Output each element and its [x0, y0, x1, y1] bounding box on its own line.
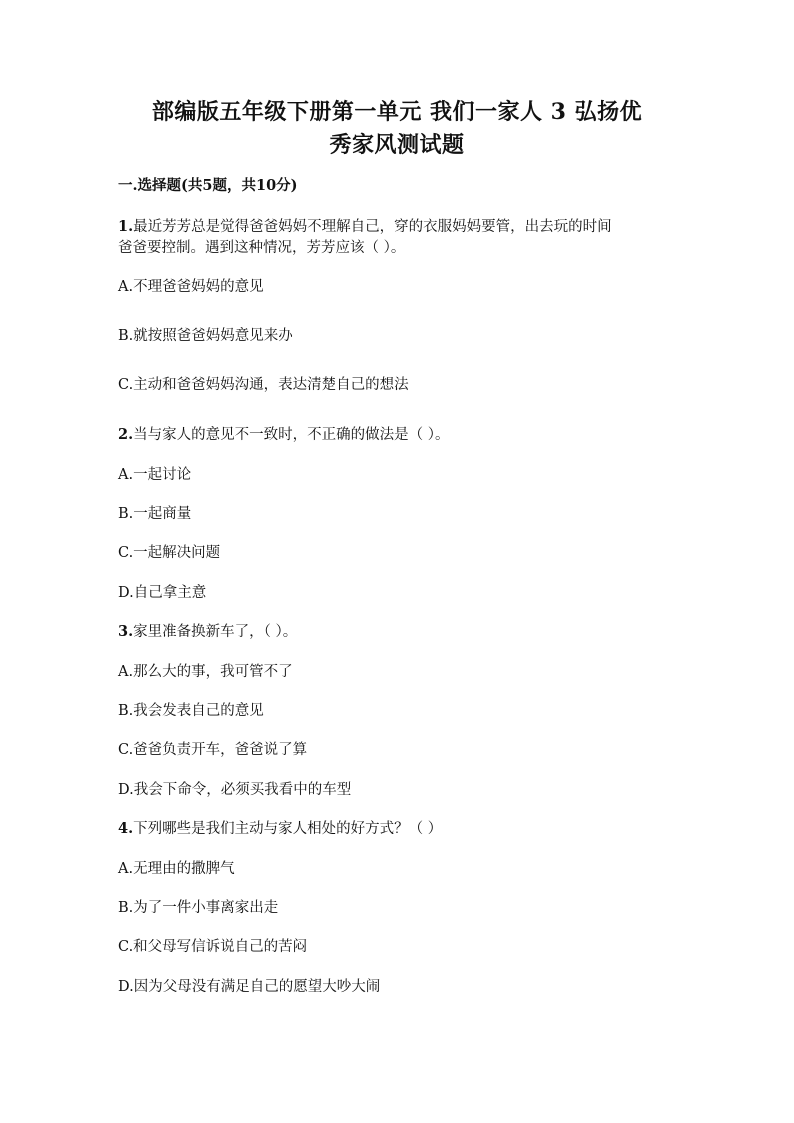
question-4-stem	[118, 818, 442, 840]
question-4-option-c: C.和父母写信诉说自己的苦闷	[118, 939, 308, 955]
question-stem-text: 最近芳芳总是觉得爸爸妈妈不理解自己，穿的衣服妈妈要管，出去玩的时间	[133, 219, 612, 235]
question-2-option-b: B.一起商量	[118, 506, 192, 522]
question-number: 4.	[118, 820, 134, 837]
question-3-option-a: A.那么大的事，我可管不了	[118, 664, 293, 680]
question-1-stem-line-2: 爸爸要控制。遇到这种情况，芳芳应该（ ）。	[118, 240, 406, 256]
question-4-option-b: B.为了一件小事离家出走	[118, 900, 279, 916]
question-1-option-b: B.就按照爸爸妈妈意见来办	[118, 328, 293, 344]
question-stem-text: 家里准备换新车了，（ ）。	[133, 624, 298, 640]
question-1-option-c: C.主动和爸爸妈妈沟通，表达清楚自己的想法	[118, 377, 409, 393]
question-2-option-d: D.自己拿主意	[118, 585, 207, 601]
question-2-option-c: C.一起解决问题	[118, 545, 221, 561]
document-title-line-1: 部编版五年级下册第一单元 我们一家人 3 弘扬优	[151, 99, 643, 125]
question-2-stem	[118, 424, 450, 446]
question-4-option-a: A.无理由的撒脾气	[118, 861, 235, 877]
question-number: 1.	[118, 218, 134, 235]
question-1-option-a: A.不理爸爸妈妈的意见	[118, 279, 264, 295]
question-3-option-d: D.我会下命令，必须买我看中的车型	[118, 782, 352, 798]
question-stem-text: 下列哪些是我们主动与家人相处的好方式？（ ）	[133, 821, 443, 837]
question-4-option-d: D.因为父母没有满足自己的愿望大吵大闹	[118, 979, 381, 995]
question-3-option-b: B.我会发表自己的意见	[118, 703, 264, 719]
question-3-option-c: C.爸爸负责开车，爸爸说了算	[118, 742, 308, 758]
question-stem-text: 当与家人的意见不一致时，不正确的做法是（ ）。	[133, 427, 450, 443]
document-title-line-2: 秀家风测试题	[329, 132, 465, 158]
question-number: 3.	[118, 623, 134, 640]
question-3-stem	[118, 621, 297, 643]
question-number: 2.	[118, 426, 134, 443]
section-heading: 一.选择题(共5题，共10分)	[118, 177, 298, 194]
question-2-option-a: A.一起讨论	[118, 467, 192, 483]
question-1-stem-line-1	[118, 216, 612, 238]
